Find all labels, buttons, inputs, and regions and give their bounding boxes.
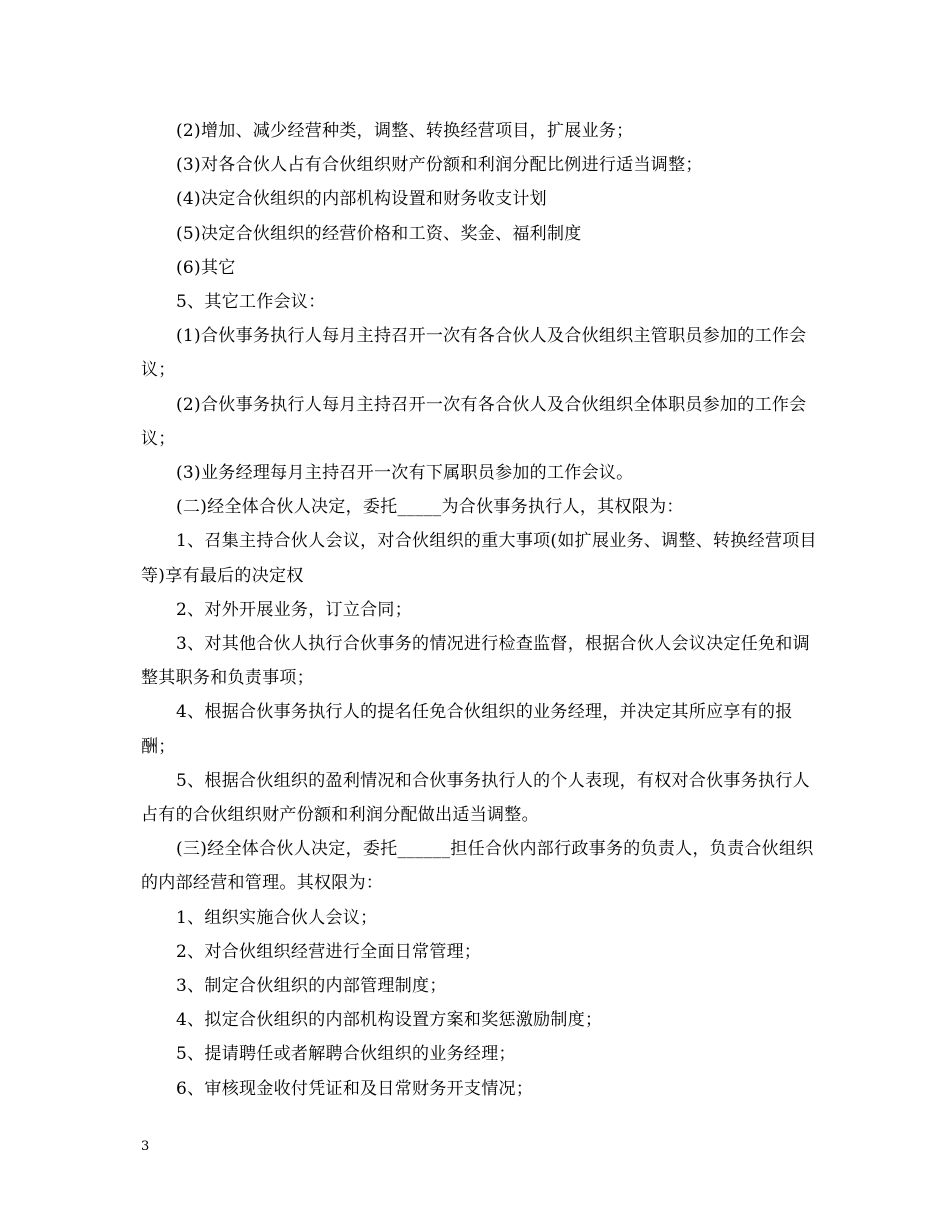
paragraph: (2)合伙事务执行人每月主持召开一次有各合伙人及合伙组织全体职员参加的工作会议； [141,394,807,449]
section-heading: (三)经全体合伙人决定，委托______担任合伙内部行政事务的负责人，负责合伙组织的内部经营和管理。其权限为： [141,839,814,894]
paragraph: (6)其它 [176,257,236,278]
paragraph: (1)合伙事务执行人每月主持召开一次有各合伙人及合伙组织主管职员参加的工作会议； [141,326,807,381]
paragraph: 1、组织实施合伙人会议； [176,907,378,928]
paragraph: 1、召集主持合伙人会议，对合伙组织的重大事项(如扩展业务、调整、转换经营项目等)享有最后的决定权 [141,531,817,586]
paragraph: (3)对各合伙人占有合伙组织财产份额和利润分配比例进行适当调整； [176,155,703,176]
section-heading: 5、其它工作会议： [176,292,326,313]
paragraph: 2、对合伙组织经营进行全面日常管理； [176,941,482,962]
paragraph: 2、对外开展业务，订立合同； [176,599,413,620]
paragraph: 3、对其他合伙人执行合伙事务的情况进行检查监督，根据合伙人会议决定任免和调整其职务和负责事项； [141,634,810,689]
paragraph: 4、拟定合伙组织的内部机构设置方案和奖惩激励制度； [176,1010,603,1031]
page-number: 3 [141,1139,150,1154]
paragraph: 3、制定合伙组织的内部管理制度； [176,976,447,997]
document-body [141,114,817,1106]
paragraph: 6、审核现金收付凭证和及日常财务开支情况； [176,1078,534,1099]
paragraph: (5)决定合伙组织的经营价格和工资、奖金、福利制度 [176,223,582,244]
paragraph: 5、提请聘任或者解聘合伙组织的业务经理； [176,1044,516,1065]
section-heading: (二)经全体合伙人决定，委托_____为合伙事务执行人，其权限为： [176,497,684,518]
paragraph: 4、根据合伙事务执行人的提名任免合伙组织的业务经理，并决定其所应享有的报酬； [141,702,793,757]
paragraph: (4)决定合伙组织的内部机构设置和财务收支计划 [176,189,547,210]
paragraph: 5、根据合伙组织的盈利情况和合伙事务执行人的个人表现，有权对合伙事务执行人占有的合伙组织财产份额和利润分配做出适当调整。 [141,770,810,826]
paragraph: (3)业务经理每月主持召开一次有下属职员参加的工作会议。 [176,463,634,484]
paragraph: (2)增加、减少经营种类，调整、转换经营项目，扩展业务； [176,121,634,141]
